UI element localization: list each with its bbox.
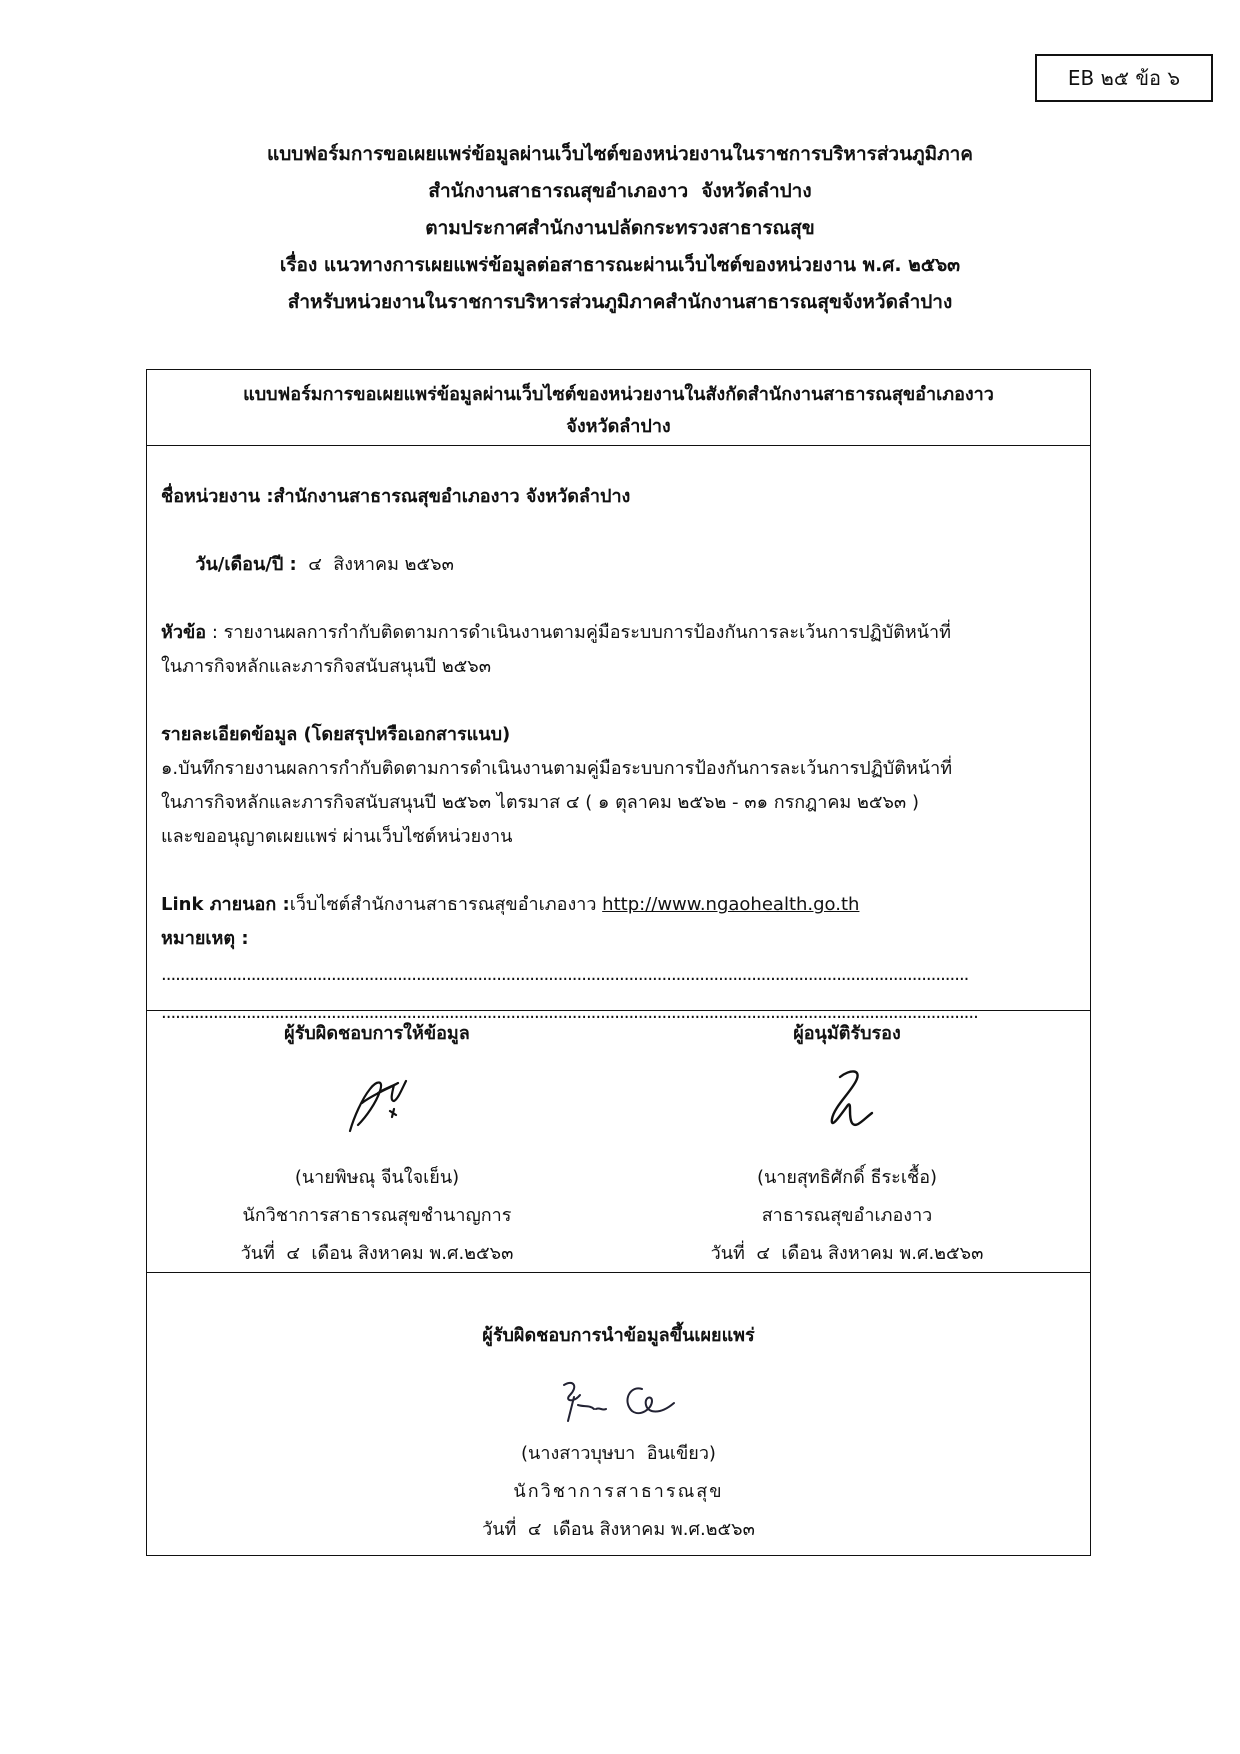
header-line-1: แบบฟอร์มการขอเผยแพร่ข้อมูลผ่านเว็บไซต์ของหน่วยงานในราชการบริหารส่วนภูมิภาค: [266, 143, 974, 165]
date-value: ๔ สิงหาคม ๒๕๖๓: [296, 554, 454, 575]
header-line-3: ตามประกาศสำนักงานปลัดกระทรวงสาธารณสุข: [425, 217, 815, 239]
document-header: [0, 136, 1240, 321]
remark-dotted-line-1: ...........................................................................................................................................................................: [161, 964, 969, 985]
provider-date: วันที่ ๔ เดือน สิงหาคม พ.ศ.๒๕๖๓: [240, 1243, 514, 1264]
publisher-role: ผู้รับผิดชอบการนำข้อมูลขึ้นเผยแพร่: [482, 1325, 755, 1346]
details-line-3: และขออนุญาตเผยแพร่ ผ่านเว็บไซต์หน่วยงาน: [161, 826, 513, 847]
agency-label: ชื่อหน่วยงาน :: [161, 486, 274, 507]
provider-position: นักวิชาการสาธารณสุขชำนาญการ: [242, 1205, 512, 1226]
document-code: EB ๒๕ ข้อ ๖: [1067, 66, 1181, 90]
topic-value-line-1: : รายงานผลการกำกับติดตามการดำเนินงานตามคู่มือระบบการป้องกันการละเว้นการปฏิบัติหน้าที่: [206, 622, 952, 643]
approver-position: สาธารณสุขอำเภองาว: [761, 1205, 933, 1226]
details-line-1: ๑.บันทึกรายงานผลการกำกับติดตามการดำเนินงานตามคู่มือระบบการป้องกันการละเว้นการปฏิบัติหน้าที่: [161, 758, 953, 779]
provider-signature: [332, 1059, 422, 1149]
header-line-5: สำหรับหน่วยงานในราชการบริหารส่วนภูมิภาคสำนักงานสาธารณสุขจังหวัดลำปาง: [287, 291, 953, 313]
approver-role: ผู้อนุมัติรับรอง: [793, 1023, 901, 1044]
form-title-line-1: แบบฟอร์มการขอเผยแพร่ข้อมูลผ่านเว็บไซต์ของหน่วยงานในสังกัดสำนักงานสาธารณสุขอำเภองาว: [243, 384, 994, 405]
publisher-signature: [534, 1365, 704, 1435]
document-code-box: [1035, 54, 1213, 102]
publisher-date: วันที่ ๔ เดือน สิงหาคม พ.ศ.๒๕๖๓: [482, 1519, 755, 1540]
form-title: [147, 370, 1090, 446]
header-line-2: สำนักงานสาธารณสุขอำเภองาว จังหวัดลำปาง: [428, 180, 812, 202]
provider-name: (นายพิษณุ จีนใจเย็น): [294, 1167, 460, 1188]
form-body: [147, 446, 1090, 1023]
link-row: [161, 888, 1076, 922]
provider-signature-block: [147, 1011, 607, 1273]
date-label: วัน/เดือน/ปี :: [195, 554, 297, 575]
approver-date: วันที่ ๔ เดือน สิงหาคม พ.ศ.๒๕๖๓: [710, 1243, 984, 1264]
publication-form: [146, 369, 1091, 1556]
form-title-line-2: จังหวัดลำปาง: [566, 416, 671, 437]
agency-value: สำนักงานสาธารณสุขอำเภองาว จังหวัดลำปาง: [273, 486, 631, 507]
topic-label: หัวข้อ: [161, 622, 207, 643]
link-label: Link ภายนอก :: [161, 894, 290, 915]
approver-signature: [802, 1059, 892, 1149]
details-label: รายละเอียดข้อมูล (โดยสรุปหรือเอกสารแนบ): [161, 724, 511, 745]
topic-value-line-2: ในภารกิจหลักและภารกิจสนับสนุนปี ๒๕๖๓: [161, 656, 492, 677]
website-link[interactable]: http://www.ngaohealth.go.th: [602, 894, 860, 915]
approver-signature-block: [617, 1011, 1077, 1273]
remark-label: หมายเหตุ :: [161, 928, 249, 949]
remark-dotted-line-2: .............................................................................................................................................................................: [161, 1002, 978, 1023]
link-description: เว็บไซต์สำนักงานสาธารณสุขอำเภองาว: [289, 894, 603, 915]
date-row: [161, 514, 1076, 616]
header-line-4: เรื่อง แนวทางการเผยแพร่ข้อมูลต่อสาธารณะผ่านเว็บไซต์ของหน่วยงาน พ.ศ. ๒๕๖๓: [279, 254, 961, 276]
details-line-2: ในภารกิจหลักและภารกิจสนับสนุนปี ๒๕๖๓ ไตรมาส ๔ ( ๑ ตุลาคม ๒๕๖๒ - ๓๑ กรกฎาคม ๒๕๖๓ ): [161, 792, 919, 813]
agency-row: [161, 480, 1076, 514]
publisher-section: [147, 1273, 1090, 1555]
topic-row: [161, 616, 1076, 650]
publisher-name: (นางสาวบุษบา อินเขียว): [521, 1443, 716, 1464]
signature-section: [147, 1011, 1090, 1273]
provider-role: ผู้รับผิดชอบการให้ข้อมูล: [284, 1023, 470, 1044]
publisher-position: นักวิชาการสาธารณสุข: [513, 1481, 724, 1502]
approver-name: (นายสุทธิศักดิ์ ธีระเชื้อ): [756, 1167, 938, 1188]
